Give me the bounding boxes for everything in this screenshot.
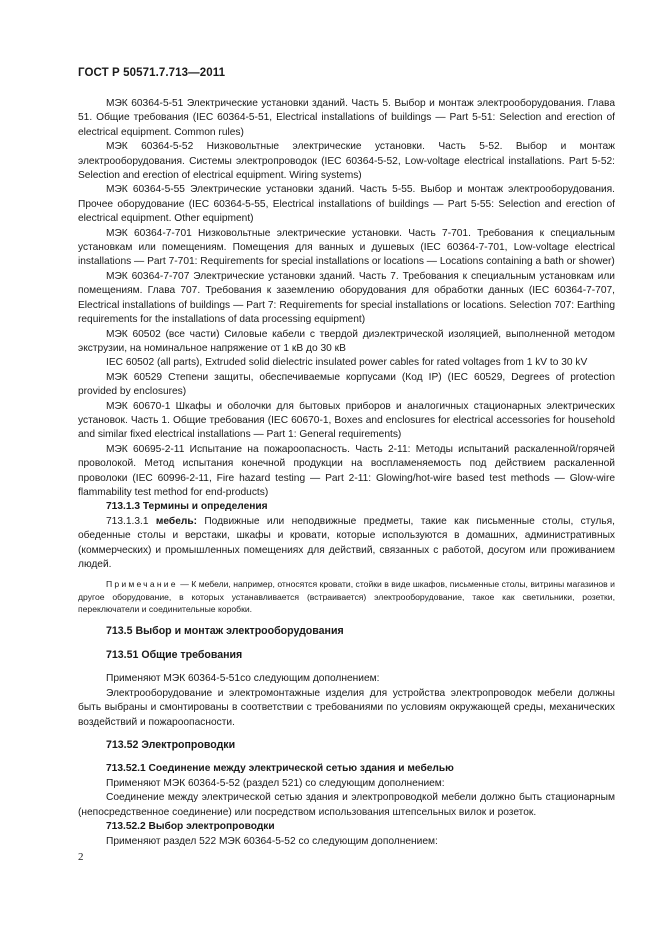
ref-paragraph: МЭК 60364-7-701 Низковольтные электрические установки. Часть 7-701. Требования к специальным установкам или помещениям. Помещения для ванных и душевых (IEC 60364-7-701, Low-voltage electrical installations — Part 7-701: Requirements for special installations or locations — Locations containing a bath or shower) — [78, 227, 615, 268]
page-number: 2 — [78, 851, 84, 863]
ref-paragraph: МЭК 60364-5-55 Электрические установки зданий. Часть 5-55. Выбор и монтаж электрооборудования. Прочее оборудование (IEC 60364-5-55, Electrical installations of buildings — Part 5-55: Selection and erection of electrical equipment. Other equipment) — [78, 184, 615, 225]
ref-paragraph: МЭК 60695-2-11 Испытание на пожароопасность. Часть 2-11: Методы испытаний раскаленной/горячей проволокой. Метод испытания конечной продукции на воспламеняемость под действием раскаленной проволоки (IEC 60996-2-11, Fire hazard testing — Part 2-11: Glowing/hot-wire based test methods — Glow-wire flammability test method for end-products) — [78, 443, 615, 498]
note-text: — К мебели, например, относятся кровати, стойки в виде шкафов, письменные столы, витрины магазинов и другое оборудование, в которых устанавливается (встраивается) электрооборудование, такое как светильники, розетки, переключатели и соединительные коробки. — [78, 579, 615, 615]
section-heading-713-1-3: 713.1.3 Термины и определения — [106, 501, 268, 513]
note — [78, 578, 615, 615]
section-heading-713-52: 713.52 Электропроводки — [106, 739, 236, 752]
ref-paragraph: IEC 60502 (all parts), Extruded solid dielectric insulated power cables for rated voltages from 1 kV to 30 kV — [106, 357, 588, 369]
note-label: Примечание — [106, 579, 178, 590]
term-name: мебель: — [155, 515, 197, 527]
section-heading-713-5: 713.5 Выбор и монтаж электрооборудования — [106, 624, 344, 637]
ref-paragraph: МЭК 60529 Степени защиты, обеспечиваемые корпусами (Код IP) (IEC 60529, Degrees of protection provided by enclosures) — [78, 371, 615, 398]
page-content — [78, 97, 615, 849]
subsection-heading-713-52-2: 713.52.2 Выбор электропроводки — [106, 821, 275, 833]
subsection-heading-713-52-1: 713.52.1 Соединение между электрической сетью здания и мебелью — [106, 763, 454, 775]
ref-paragraph: МЭК 60364-5-51 Электрические установки зданий. Часть 5. Выбор и монтаж электрооборудования. Глава 51. Общие требования (IEC 60364-5-51, Electrical installations of buildings — Part 5-51: Selection and erection of electrical equipment. Common rules) — [78, 98, 615, 138]
term-number: 713.1.3.1 — [106, 515, 149, 527]
body-paragraph: Электрооборудование и электромонтажные изделия для устройства электропроводок мебели должны быть выбраны и смонтированы в соответствии с требованиями по условиям окружающей среды, механических воздействий и пожароопасности. — [78, 687, 615, 728]
document-header: ГОСТ Р 50571.7.713—2011 — [78, 67, 226, 79]
body-paragraph: Применяют МЭК 60364-5-51со следующим дополнением: — [106, 673, 380, 685]
section-heading-713-51: 713.51 Общие требования — [106, 649, 243, 662]
body-paragraph: Применяют раздел 522 МЭК 60364-5-52 со следующим дополнением: — [106, 835, 438, 847]
ref-paragraph: МЭК 60670-1 Шкафы и оболочки для бытовых приборов и аналогичных стационарных электрических установок. Часть 1. Общие требования (IEC 60670-1, Boxes and enclosures for electrical accessories for household and similar fixed electrical installations — Part 1: General requirements) — [78, 400, 615, 441]
ref-paragraph: МЭК 60502 (все части) Силовые кабели с твердой диэлектрической изоляцией, выполненной методом экструзии, на номинальное напряжение от 1 кВ до 30 кВ — [78, 328, 615, 354]
body-paragraph: Применяют МЭК 60364-5-52 (раздел 521) со следующим дополнением: — [106, 777, 445, 789]
ref-paragraph: МЭК 60364-7-707 Электрические установки зданий. Часть 7. Требования к специальным установкам или помещениям. Глава 707. Требования к заземлению оборудования для обработки данных (IEC 60364-7-707, Electrical installations of buildings — Part 7: Requirements for special installations or locations. Selection 707: Earthing requirements for the installations of data processing equipment) — [78, 270, 615, 326]
term-text: Подвижные или неподвижные предметы, такие как письменные столы, стулья, обеденные столы и верстаки, шкафы и кровати, которые используются в домашних, административных (коммерческих) и промышленных помещениях для действий, связанных с работой, досугом или проживанием людей. — [78, 515, 615, 570]
term-definition — [78, 515, 615, 573]
ref-paragraph: МЭК 60364-5-52 Низковольтные электрические установки. Часть 5-52. Выбор и монтаж электрооборудования. Системы электропроводок (IEC 60364-5-52, Low-voltage electrical installations. Part 5-52: Selection and erection of electrical equipment. Wiring systems) — [78, 141, 615, 182]
body-paragraph: Соединение между электрической сетью здания и электропроводкой мебели должно быть стационарным (непосредственное соединение) или посредством использования штепсельных вилок и розеток. — [78, 792, 615, 818]
